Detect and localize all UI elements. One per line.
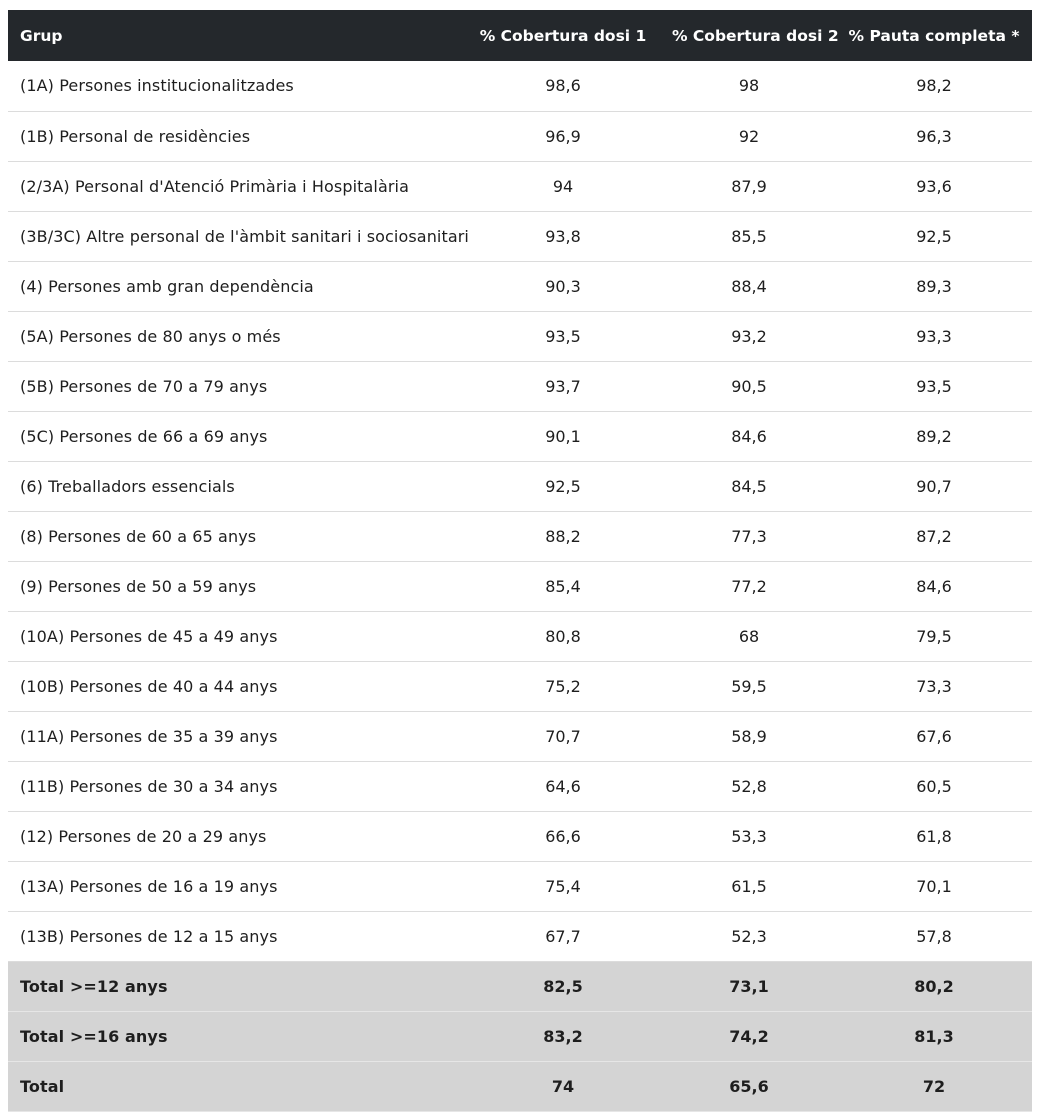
cell-grup: (9) Persones de 50 a 59 anys	[20, 576, 257, 596]
table-body	[8, 61, 1032, 1111]
cell-complete: 87,2	[916, 526, 952, 546]
table-row	[8, 811, 1032, 861]
table-row	[8, 611, 1032, 661]
table-row	[8, 411, 1032, 461]
total-cell-dose2: 73,1	[729, 976, 769, 996]
cell-dose2: 77,3	[731, 526, 767, 546]
table-row	[8, 461, 1032, 511]
total-cell-dose2: 65,6	[729, 1076, 769, 1096]
cell-dose2: 58,9	[731, 726, 767, 746]
cell-dose2: 52,8	[731, 776, 767, 796]
cell-grup: (11B) Persones de 30 a 34 anys	[20, 776, 278, 796]
cell-grup: (8) Persones de 60 a 65 anys	[20, 526, 257, 546]
total-cell-complete: 81,3	[914, 1026, 954, 1046]
total-cell-dose1: 82,5	[543, 976, 583, 996]
cell-grup: (5A) Persones de 80 anys o més	[20, 326, 281, 346]
cell-dose2: 85,5	[731, 226, 767, 246]
table-row	[8, 861, 1032, 911]
table-row	[8, 61, 1032, 111]
table-row	[8, 661, 1032, 711]
cell-dose2: 98	[738, 76, 760, 96]
cell-grup: (13A) Persones de 16 a 19 anys	[20, 876, 278, 896]
cell-complete: 57,8	[916, 926, 952, 946]
cell-complete: 96,3	[916, 126, 952, 146]
cell-complete: 60,5	[916, 776, 952, 796]
cell-complete: 93,5	[916, 376, 952, 396]
total-cell-dose2: 74,2	[729, 1026, 769, 1046]
table-row	[8, 261, 1032, 311]
total-cell-complete: 80,2	[914, 976, 954, 996]
cell-dose2: 92	[738, 126, 760, 146]
cell-dose2: 52,3	[731, 926, 767, 946]
cell-complete: 79,5	[916, 626, 952, 646]
total-row	[8, 1061, 1032, 1111]
cell-dose1: 90,3	[545, 276, 581, 296]
cell-grup: (4) Persones amb gran dependència	[20, 276, 314, 296]
cell-dose1: 96,9	[545, 126, 581, 146]
cell-complete: 92,5	[916, 226, 952, 246]
cell-dose1: 88,2	[545, 526, 581, 546]
cell-dose1: 94	[552, 176, 574, 196]
cell-complete: 84,6	[916, 576, 952, 596]
cell-complete: 93,6	[916, 176, 952, 196]
cell-dose1: 90,1	[545, 426, 581, 446]
cell-grup: (13B) Persones de 12 a 15 anys	[20, 926, 278, 946]
cell-dose1: 98,6	[545, 76, 581, 96]
total-row	[8, 961, 1032, 1011]
cell-complete: 93,3	[916, 326, 952, 346]
cell-dose2: 61,5	[731, 876, 767, 896]
total-cell-complete: 72	[922, 1076, 946, 1096]
cell-complete: 70,1	[916, 876, 952, 896]
cell-complete: 61,8	[916, 826, 952, 846]
cell-dose1: 67,7	[545, 926, 581, 946]
table-row	[8, 361, 1032, 411]
cell-complete: 89,3	[916, 276, 952, 296]
cell-dose1: 93,7	[545, 376, 581, 396]
table-row	[8, 761, 1032, 811]
cell-grup: (1B) Personal de residències	[20, 126, 251, 146]
coverage-table-container	[8, 10, 1032, 1112]
cell-grup: (2/3A) Personal d'Atenció Primària i Hospitalària	[20, 176, 410, 196]
table-row	[8, 911, 1032, 961]
cell-dose2: 88,4	[731, 276, 767, 296]
table-row	[8, 561, 1032, 611]
cell-dose2: 77,2	[731, 576, 767, 596]
cell-complete: 89,2	[916, 426, 952, 446]
column-header-complete: % Pauta completa *	[848, 26, 1020, 45]
column-header-dose1: % Cobertura dosi 1	[479, 26, 647, 45]
cell-grup: (5B) Persones de 70 a 79 anys	[20, 376, 268, 396]
cell-dose1: 75,2	[545, 676, 581, 696]
cell-dose1: 85,4	[545, 576, 581, 596]
cell-dose1: 92,5	[545, 476, 581, 496]
cell-complete: 67,6	[916, 726, 952, 746]
column-header-grup: Grup	[20, 26, 63, 45]
total-cell-dose1: 83,2	[543, 1026, 583, 1046]
cell-grup: (6) Treballadors essencials	[20, 476, 235, 496]
cell-dose1: 75,4	[545, 876, 581, 896]
cell-grup: (1A) Persones institucionalitzades	[20, 76, 294, 96]
total-row	[8, 1011, 1032, 1061]
column-header-dose2: % Cobertura dosi 2	[672, 26, 839, 45]
table-row	[8, 711, 1032, 761]
total-cell-grup: Total >=12 anys	[20, 976, 168, 996]
cell-dose2: 84,5	[731, 476, 767, 496]
cell-dose1: 80,8	[545, 626, 581, 646]
cell-dose1: 93,8	[545, 226, 581, 246]
cell-dose2: 93,2	[731, 326, 767, 346]
cell-dose1: 66,6	[545, 826, 581, 846]
cell-complete: 90,7	[916, 476, 952, 496]
cell-complete: 98,2	[916, 76, 952, 96]
cell-grup: (12) Persones de 20 a 29 anys	[20, 826, 267, 846]
cell-dose2: 87,9	[731, 176, 767, 196]
cell-dose2: 84,6	[731, 426, 767, 446]
cell-grup: (5C) Persones de 66 a 69 anys	[20, 426, 268, 446]
cell-dose2: 68	[738, 626, 760, 646]
cell-grup: (10B) Persones de 40 a 44 anys	[20, 676, 278, 696]
cell-grup: (3B/3C) Altre personal de l'àmbit sanitari i sociosanitari	[20, 226, 469, 246]
cell-dose2: 90,5	[731, 376, 767, 396]
total-cell-grup: Total >=16 anys	[20, 1026, 168, 1046]
cell-dose2: 53,3	[731, 826, 767, 846]
cell-dose1: 70,7	[545, 726, 581, 746]
cell-complete: 73,3	[916, 676, 952, 696]
header-row	[8, 10, 1032, 61]
total-cell-grup: Total	[20, 1076, 65, 1096]
cell-grup: (11A) Persones de 35 a 39 anys	[20, 726, 278, 746]
table-header	[8, 10, 1032, 61]
table-row	[8, 511, 1032, 561]
total-cell-dose1: 74	[551, 1076, 575, 1096]
cell-dose2: 59,5	[731, 676, 767, 696]
table-row	[8, 111, 1032, 161]
table-row	[8, 211, 1032, 261]
cell-dose1: 93,5	[545, 326, 581, 346]
vaccination-coverage-table	[8, 10, 1032, 1112]
table-row	[8, 161, 1032, 211]
cell-grup: (10A) Persones de 45 a 49 anys	[20, 626, 278, 646]
cell-dose1: 64,6	[545, 776, 581, 796]
table-row	[8, 311, 1032, 361]
